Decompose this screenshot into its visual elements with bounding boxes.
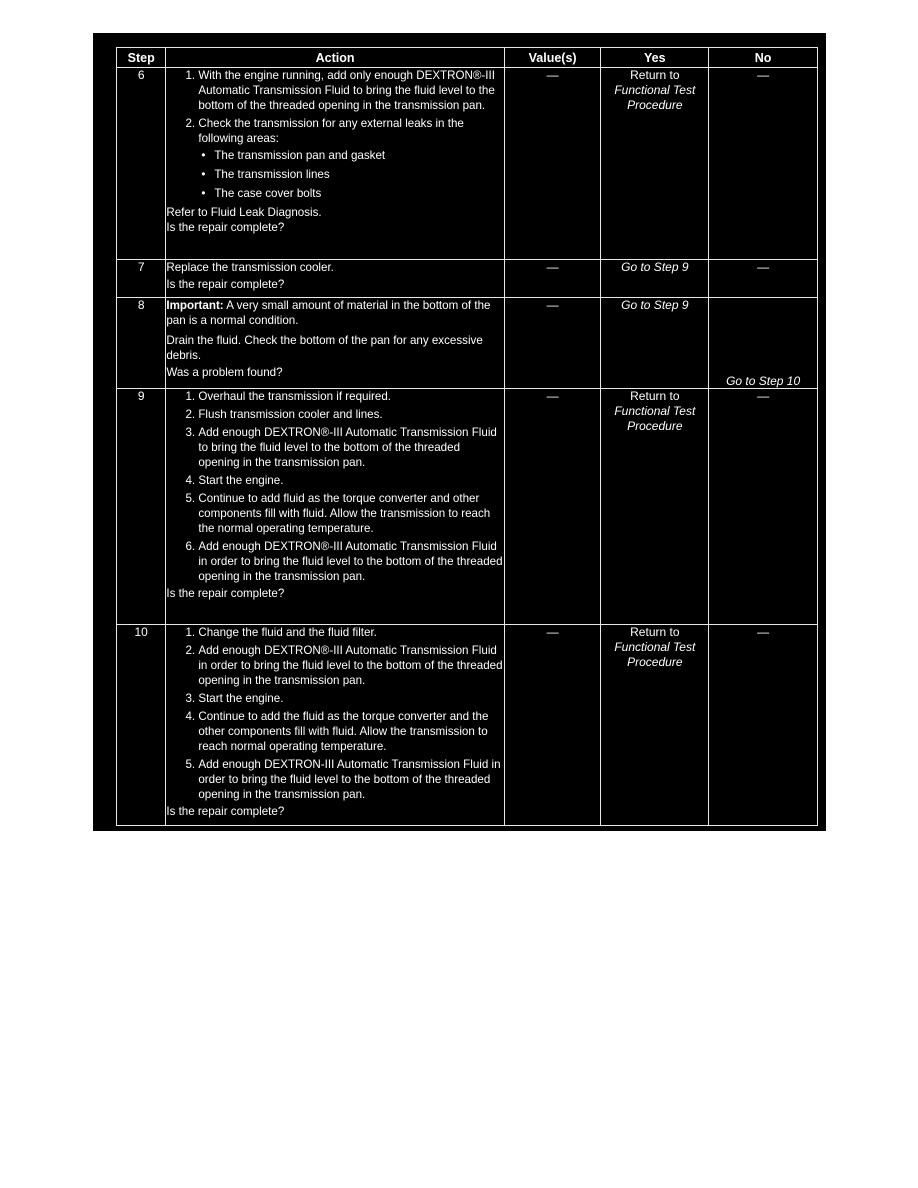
list-item: 2. Add enough DEXTRON®-III Automatic Transmission Fluid in order to bring the fluid level to the bottom of the threaded opening in the transmission pan. <box>198 643 503 688</box>
yes-cell <box>601 625 709 826</box>
yes-cell <box>601 68 709 260</box>
list-item: 4. Start the engine. <box>198 473 503 488</box>
yes-link[interactable]: Go to Step 9 <box>601 260 709 298</box>
list-item: 3. Add enough DEXTRON®-III Automatic Transmission Fluid to bring the fluid level to the bottom of the threaded opening in the transmission pan. <box>198 425 503 470</box>
diagnostic-table <box>116 47 818 826</box>
important-text: A very small amount of material in the bottom of the pan is a normal condition. <box>166 299 491 327</box>
table-row <box>117 625 818 826</box>
question-text: Is the repair complete? <box>166 805 285 818</box>
step-number: 7 <box>117 260 166 298</box>
list-item: 5. Continue to add fluid as the torque converter and other components fill with fluid. Allow the transmission to reach the normal operating temperature. <box>198 491 503 536</box>
action-text: Drain the fluid. Check the bottom of the pan for any excessive debris. <box>166 334 483 362</box>
yes-line-1: Return to <box>630 68 680 82</box>
question-text: Is the repair complete? <box>166 221 285 234</box>
step-number: 6 <box>117 68 166 260</box>
refer-text: Refer to Fluid Leak Diagnosis. <box>166 206 322 219</box>
yes-line-3: Procedure <box>627 655 683 669</box>
no-cell: — <box>709 260 818 298</box>
bullet-item: • The transmission pan and gasket <box>214 148 503 163</box>
yes-line-1: Return to <box>630 625 680 639</box>
header-step: Step <box>117 48 166 68</box>
yes-line-3: Procedure <box>627 98 683 112</box>
leak-areas <box>166 148 503 201</box>
header-action: Action <box>166 48 504 68</box>
bullet-item: • The transmission lines <box>214 167 503 182</box>
yes-link[interactable]: Functional Test <box>614 83 696 97</box>
list-item: 3. Start the engine. <box>198 691 503 706</box>
list-item: 1. Overhaul the transmission if required. <box>198 389 503 404</box>
yes-link[interactable]: Go to Step 9 <box>601 298 709 389</box>
step-number: 9 <box>117 389 166 625</box>
action-steps <box>166 389 503 584</box>
bullet-item: • The case cover bolts <box>214 186 503 201</box>
action-text: Replace the transmission cooler. <box>166 261 334 274</box>
list-item: 2. Check the transmission for any external leaks in the following areas: <box>198 116 503 146</box>
table-row <box>117 298 818 389</box>
table-row <box>117 260 818 298</box>
list-item: 2. Flush transmission cooler and lines. <box>198 407 503 422</box>
header-values: Value(s) <box>504 48 601 68</box>
step-number: 10 <box>117 625 166 826</box>
no-cell: — <box>709 68 818 260</box>
value-cell: — <box>504 389 601 625</box>
action-cell <box>166 389 504 625</box>
important-note <box>166 298 503 328</box>
no-link[interactable]: Go to Step 10 <box>709 298 818 389</box>
value-cell: — <box>504 625 601 826</box>
action-cell <box>166 68 504 260</box>
yes-cell <box>601 389 709 625</box>
header-yes: Yes <box>601 48 709 68</box>
table-row <box>117 68 818 260</box>
table-row <box>117 389 818 625</box>
question-text: Is the repair complete? <box>166 587 285 600</box>
question-text: Is the repair complete? <box>166 278 285 291</box>
yes-line-1: Return to <box>630 389 680 403</box>
yes-line-3: Procedure <box>627 419 683 433</box>
list-item: 5. Add enough DEXTRON-III Automatic Transmission Fluid in order to bring the fluid level to the bottom of the threaded opening in the transmission pan. <box>198 757 503 802</box>
value-cell: — <box>504 68 601 260</box>
action-steps <box>166 68 503 146</box>
header-row <box>117 48 818 68</box>
yes-link[interactable]: Functional Test <box>614 640 696 654</box>
list-item: 4. Continue to add the fluid as the torque converter and the other components fill with fluid. Allow the transmission to reach normal operating temperature. <box>198 709 503 754</box>
action-steps <box>166 625 503 802</box>
header-no: No <box>709 48 818 68</box>
no-cell: — <box>709 389 818 625</box>
value-cell: — <box>504 260 601 298</box>
value-cell: — <box>504 298 601 389</box>
action-cell <box>166 298 504 389</box>
list-item: 6. Add enough DEXTRON®-III Automatic Transmission Fluid in order to bring the fluid level to the bottom of the threaded opening in the transmission pan. <box>198 539 503 584</box>
list-item: 1. Change the fluid and the fluid filter. <box>198 625 503 640</box>
list-item: 1. With the engine running, add only enough DEXTRON®-III Automatic Transmission Fluid to bring the fluid level to the bottom of the threaded opening in the transmission pan. <box>198 68 503 113</box>
action-cell <box>166 260 504 298</box>
action-cell <box>166 625 504 826</box>
yes-link[interactable]: Functional Test <box>614 404 696 418</box>
important-label: Important: <box>166 299 224 312</box>
question-text: Was a problem found? <box>166 366 283 379</box>
step-number: 8 <box>117 298 166 389</box>
no-cell: — <box>709 625 818 826</box>
